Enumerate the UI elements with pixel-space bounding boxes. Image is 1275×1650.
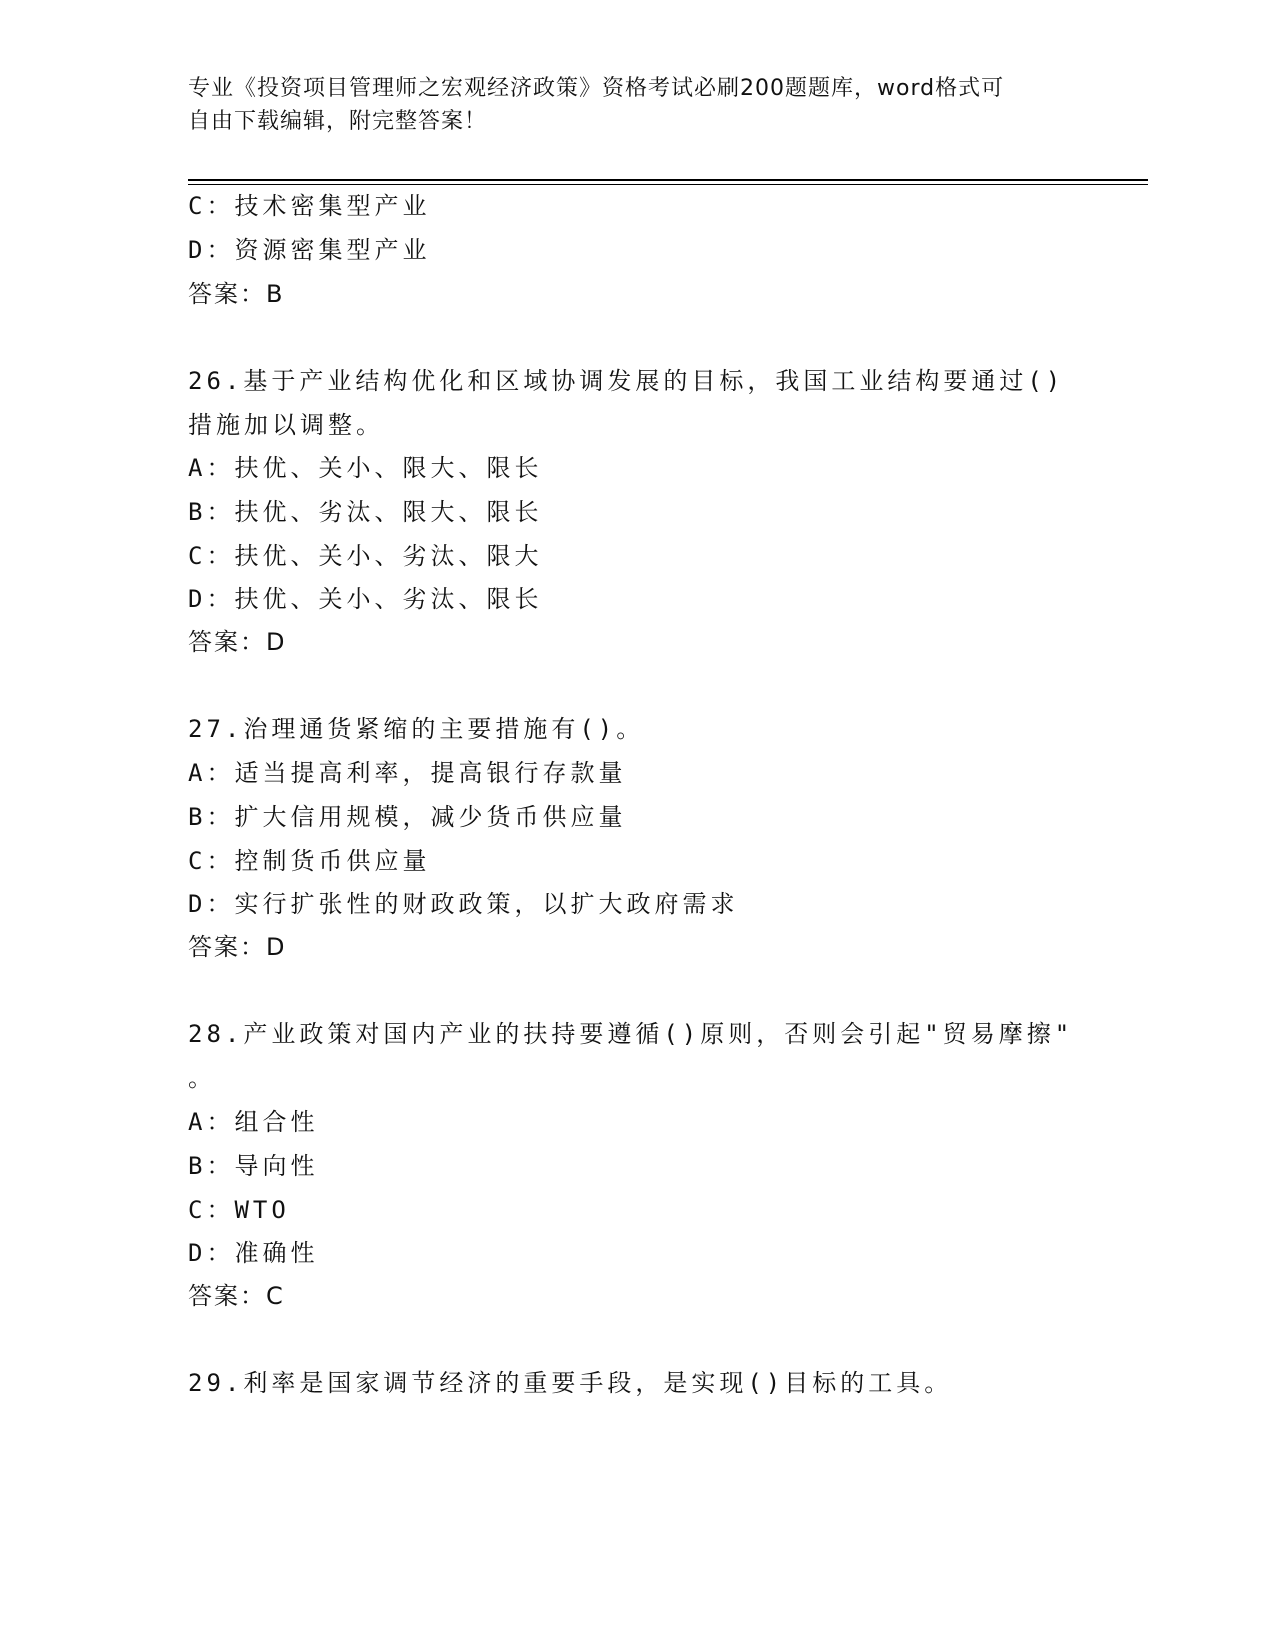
answer-line: 答案：B — [188, 280, 285, 308]
document-header — [188, 72, 1088, 138]
question-29-text: 29.利率是国家调节经济的重要手段，是实现()目标的工具。 — [188, 1369, 953, 1397]
question-28-text: 28.产业政策对国内产业的扶持要遵循()原则，否则会引起"贸易摩擦" — [188, 1020, 1074, 1048]
option-b: B：扩大信用规模，减少货币供应量 — [188, 803, 627, 831]
option-c: C：控制货币供应量 — [188, 847, 431, 875]
question-26-text: 26.基于产业结构优化和区域协调发展的目标，我国工业结构要通过() — [188, 367, 1065, 395]
option-b: B：扶优、劣汰、限大、限长 — [188, 498, 543, 526]
option-a: A：适当提高利率，提高银行存款量 — [188, 759, 627, 787]
answer-line: 答案：D — [188, 628, 287, 656]
option-d: D：扶优、关小、劣汰、限长 — [188, 585, 543, 613]
option-c: C：WTO — [188, 1196, 290, 1224]
header-line-1: 专业《投资项目管理师之宏观经济政策》资格考试必刷200题题库，word格式可 — [188, 76, 1005, 101]
option-d: D：准确性 — [188, 1239, 319, 1267]
option-d: D：资源密集型产业 — [188, 236, 431, 264]
option-d: D：实行扩张性的财政政策，以扩大政府需求 — [188, 890, 739, 918]
option-a: A：组合性 — [188, 1108, 319, 1136]
question-28-text-cont: 。 — [188, 1064, 216, 1092]
answer-line: 答案：C — [188, 1282, 285, 1310]
option-b: B：导向性 — [188, 1152, 319, 1180]
question-27-text: 27.治理通货紧缩的主要措施有()。 — [188, 715, 645, 743]
option-c: C：扶优、关小、劣汰、限大 — [188, 542, 543, 570]
option-a: A：扶优、关小、限大、限长 — [188, 454, 543, 482]
header-divider-thin — [188, 184, 1148, 185]
question-26-text-cont: 措施加以调整。 — [188, 411, 384, 439]
option-c: C：技术密集型产业 — [188, 192, 431, 220]
answer-line: 答案：D — [188, 933, 287, 961]
header-line-2: 自由下载编辑，附完整答案！ — [188, 109, 488, 134]
header-divider-thick — [188, 179, 1148, 181]
